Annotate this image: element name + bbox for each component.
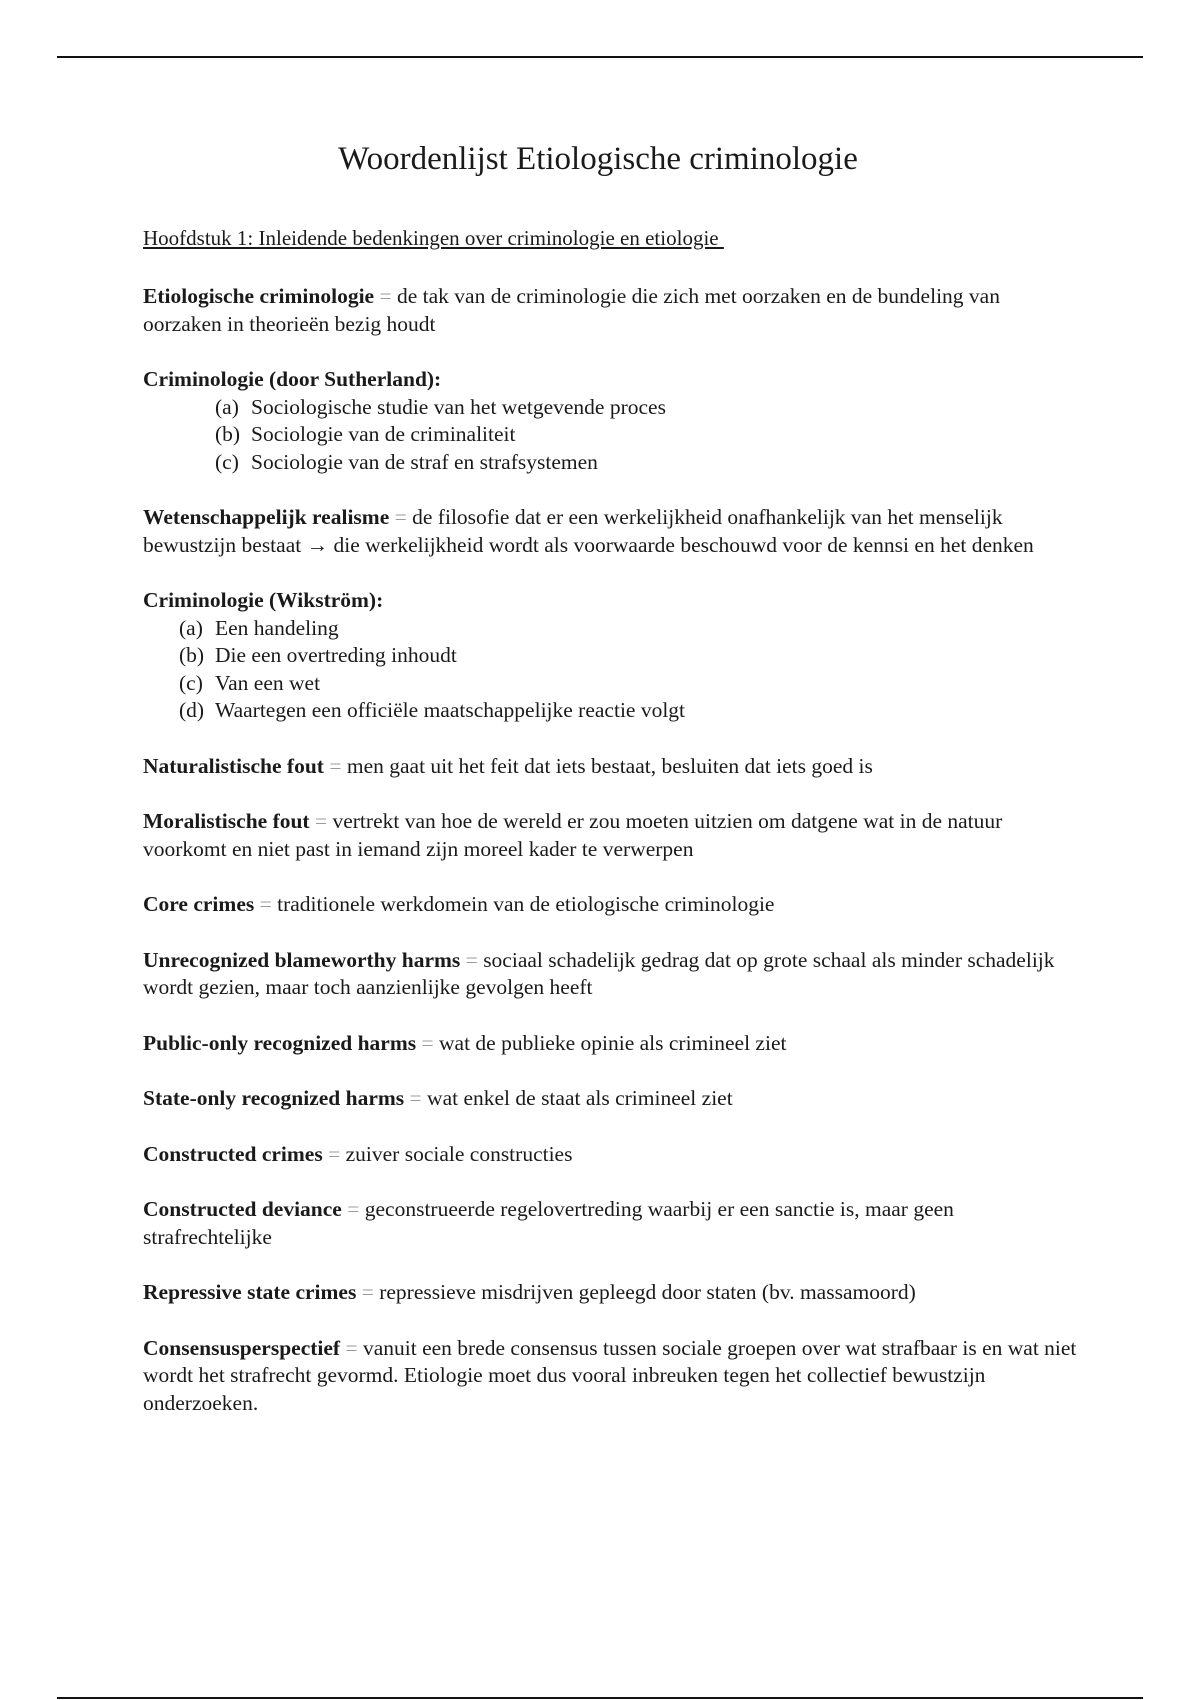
entry-term: Unrecognized blameworthy harms xyxy=(143,947,461,972)
list-marker: (c) xyxy=(215,449,239,474)
list-marker: (d) xyxy=(179,698,205,722)
chapter-heading: Hoofdstuk 1: Inleidende bedenkingen over criminologie en etiologie xyxy=(143,226,724,250)
entry-list xyxy=(143,615,1083,725)
entry-term: Core crimes xyxy=(143,892,255,916)
entry-separator: = xyxy=(329,753,342,778)
entry-separator: = xyxy=(361,1280,374,1304)
list-text: Waartegen een officiële maatschappelijke reactie volgt xyxy=(215,698,686,722)
entry-term: Etiologische criminologie xyxy=(143,284,375,308)
glossary-entry xyxy=(143,587,1083,725)
glossary-entry xyxy=(143,1141,1083,1169)
list-item xyxy=(179,642,1083,670)
glossary-entry xyxy=(143,1030,1083,1058)
glossary-entry xyxy=(143,1196,1083,1251)
entry-definition: de filosofie dat er een werkelijkheid onafhankelijk van het menselijk bewustzijn bestaat → die werkelijkheid wordt als voorwaarde beschouwd voor de kennsi en het denken xyxy=(143,505,1034,557)
top-rule xyxy=(57,56,1143,58)
entry-term: Naturalistische fout xyxy=(143,753,324,778)
list-item xyxy=(179,697,1083,725)
entry-definition: geconstrueerde regelovertreding waarbij er een sanctie is, maar geen strafrechtelijke xyxy=(143,1197,954,1249)
entry-separator: = xyxy=(345,1335,358,1360)
list-item xyxy=(179,670,1083,698)
entry-definition: wat de publieke opinie als crimineel ziet xyxy=(439,1030,787,1055)
entry-term: State-only recognized harms xyxy=(143,1086,405,1110)
list-text: Sociologie van de criminaliteit xyxy=(251,422,516,446)
list-text: Die een overtreding inhoudt xyxy=(215,643,457,667)
entry-term: Constructed crimes xyxy=(143,1141,323,1166)
list-item xyxy=(215,394,1083,422)
list-text: Sociologische studie van het wetgevende proces xyxy=(251,394,666,419)
list-item xyxy=(215,449,1083,477)
glossary-entry xyxy=(143,504,1083,559)
entry-separator: = xyxy=(314,809,328,833)
entry-separator: = xyxy=(421,1030,434,1055)
bottom-rule xyxy=(57,1697,1143,1699)
entry-definition: wat enkel de staat als crimineel ziet xyxy=(427,1086,733,1110)
entry-separator: = xyxy=(465,947,478,972)
entry-definition: vertrekt van hoe de wereld er zou moeten uitzien om datgene wat in de natuur voorkomt en niet past in iemand zijn moreel kader te verwerpen xyxy=(143,809,1003,861)
list-marker: (a) xyxy=(179,615,203,640)
glossary-entry xyxy=(143,283,1083,338)
list-item xyxy=(215,421,1083,449)
entry-separator: = xyxy=(394,505,407,529)
entry-definition: men gaat uit het feit dat iets bestaat, besluiten dat iets goed is xyxy=(346,753,873,778)
entry-definition: repressieve misdrijven gepleegd door staten (bv. massamoord) xyxy=(379,1280,916,1304)
entry-term: Criminologie (door Sutherland): xyxy=(143,367,442,391)
list-marker: (b) xyxy=(215,422,241,446)
glossary-entry xyxy=(143,808,1083,863)
entry-term: Criminologie (Wikström): xyxy=(143,588,384,612)
entry-term: Constructed deviance xyxy=(143,1197,342,1221)
entry-term: Repressive state crimes xyxy=(143,1280,357,1304)
glossary-entry xyxy=(143,947,1083,1002)
glossary-entry xyxy=(143,891,1083,919)
glossary-entry xyxy=(143,753,1083,781)
entry-definition: de tak van de criminologie die zich met oorzaken en de bundeling van oorzaken in theorieën bezig houdt xyxy=(143,284,1000,336)
entry-definition: traditionele werkdomein van de etiologische criminologie xyxy=(277,892,775,916)
glossary-entry xyxy=(143,1085,1083,1113)
list-text: Sociologie van de straf en strafsystemen xyxy=(251,449,598,474)
entry-term: Wetenschappelijk realisme xyxy=(143,505,390,529)
entry-separator: = xyxy=(259,892,272,916)
entry-separator: = xyxy=(409,1086,422,1110)
glossary-entry xyxy=(143,366,1083,476)
entry-term: Moralistische fout xyxy=(143,809,310,833)
entry-separator: = xyxy=(328,1141,341,1166)
list-marker: (b) xyxy=(179,643,205,667)
list-item xyxy=(179,615,1083,643)
entry-list xyxy=(143,394,1083,477)
glossary-entries xyxy=(143,283,1083,1445)
glossary-entry xyxy=(143,1279,1083,1307)
entry-definition: vanuit een brede consensus tussen sociale groepen over wat strafbaar is en wat niet wordt het strafrecht gevormd. Etiologie moet dus vooral inbreuken tegen het collectief bewustzijn onderzoeken. xyxy=(143,1335,1077,1415)
entry-separator: = xyxy=(347,1197,360,1221)
list-text: Van een wet xyxy=(215,670,321,695)
list-marker: (c) xyxy=(179,670,203,695)
glossary-entry xyxy=(143,1335,1083,1418)
entry-definition: zuiver sociale constructies xyxy=(345,1141,573,1166)
entry-separator: = xyxy=(379,284,392,308)
list-text: Een handeling xyxy=(215,615,339,640)
entry-definition: sociaal schadelijk gedrag dat op grote schaal als minder schadelijk wordt gezien, maar toch aanzienlijke gevolgen heeft xyxy=(143,947,1055,999)
entry-term: Public-only recognized harms xyxy=(143,1030,417,1055)
list-marker: (a) xyxy=(215,394,239,419)
document-title: Woordenlijst Etiologische criminologie xyxy=(338,141,858,177)
entry-term: Consensusperspectief xyxy=(143,1335,341,1360)
